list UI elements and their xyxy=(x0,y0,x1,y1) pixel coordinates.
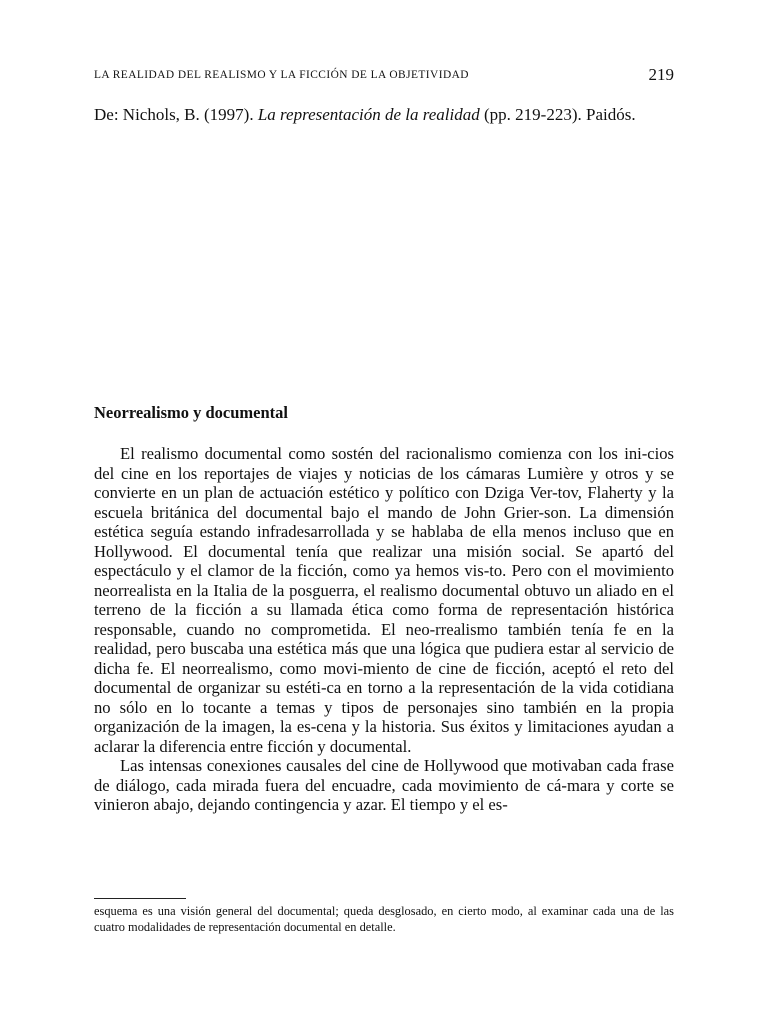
citation-book-title: La representación de la realidad xyxy=(257,105,480,124)
body-paragraph: El realismo documental como sostén del racionalismo comienza con los ini-cios del cine en los reportajes de viajes y noticias de los cámaras Lumière y otros y se convierte en un plan de actuación estético y político con Dziga Ver-tov, Flaherty y la escuela británica del documental bajo el mando de John Grier-son. La dimensión estética seguía estando infradesarrollada y se hablaba de ella menos incluso que en Hollywood. El documental tenía que realizar una misión social. Se apartó del espectáculo y el clamor de la ficción, como ya hemos vis-to. Pero con el movimiento neorrealista en la Italia de la posguerra, el realismo documental obtuvo un aliado en el terreno de la ficción a su llamada ética como forma de representación histórica responsable, cuando no comprometida. El neo-rrealismo también tenía fe en la realidad, pero buscaba una estética más que una lógica que pudiera estar al servicio de dicha fe. El neorrealismo, como movi-miento de cine de ficción, aceptó el reto del documental de organizar su estéti-ca en torno a la representación de la vida cotidiana no sólo en lo tocante a temas y tipos de personajes sino también en la propia organización de la imagen, la es-cena y la historia. Sus éxitos y limitaciones ayudan a aclarar la diferencia entre ficción y documental. xyxy=(94,444,674,756)
footnote-divider xyxy=(94,898,186,899)
section-heading: Neorrealismo y documental xyxy=(94,403,288,422)
footnote: esquema es una visión general del documental; queda desglosado, en cierto modo, al examinar cada una de las cuatro modalidades de representación documental en detalle. xyxy=(94,904,674,934)
citation-prefix: De: Nichols, B. (1997). xyxy=(94,105,258,124)
running-header xyxy=(94,66,674,86)
source-citation xyxy=(94,105,636,125)
body-text xyxy=(94,444,674,815)
running-title: LA REALIDAD DEL REALISMO Y LA FICCIÓN DE LA OBJETIVIDAD xyxy=(94,69,469,81)
body-paragraph: Las intensas conexiones causales del cine de Hollywood que motivaban cada frase de diálogo, cada mirada fuera del encuadre, cada movimiento de cá-mara y corte se vinieron abajo, dejando contingencia y azar. El tiempo y el es- xyxy=(94,756,674,814)
citation-suffix: (pp. 219-223). Paidós. xyxy=(479,105,636,124)
page-number: 219 xyxy=(648,65,674,84)
